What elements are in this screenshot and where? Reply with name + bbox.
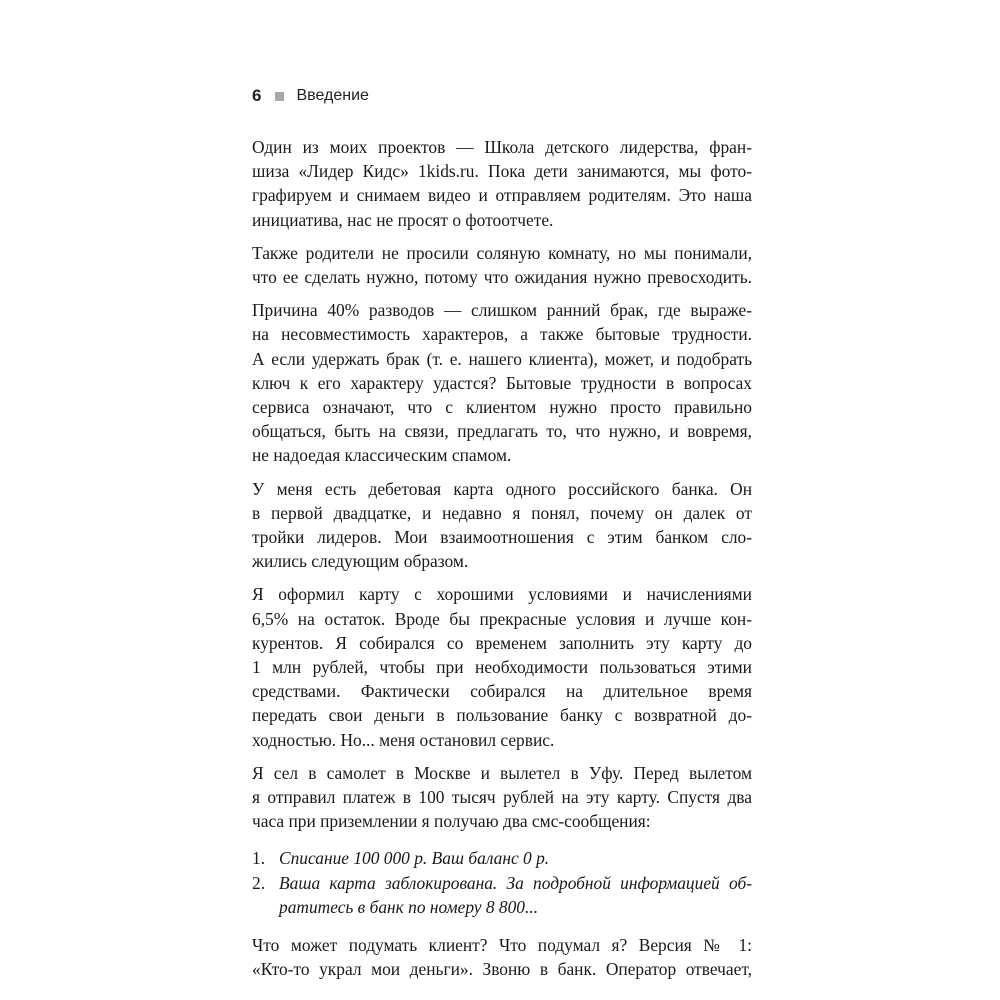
- list-item: [252, 871, 752, 919]
- text-line: на несовместимость характеров, а также бытовые трудности.: [252, 324, 752, 345]
- text-line: Также родители не просили соляную комнату, но мы понимали,: [252, 242, 752, 263]
- header-separator-square: [275, 92, 284, 101]
- text-line: 1 млн рублей, чтобы при необходимости пользоваться этими: [252, 657, 752, 678]
- page-number: 6: [252, 86, 262, 105]
- text-line: тройки лидеров. Мои взаимоотношения с этим банком сло-: [252, 527, 752, 548]
- text-line: шиза «Лидер Кидс» 1kids.ru. Пока дети занимаются, мы фото-: [252, 161, 752, 182]
- text-line: передать свои деньги в пользование банку с возвратной до-: [252, 705, 752, 726]
- text-line: Я сел в самолет в Москве и вылетел в Уфу. Перед вылетом: [252, 762, 752, 783]
- text-line: общаться, быть на связи, предлагать то, что нужно, и вовремя,: [252, 421, 752, 442]
- text-line: Я оформил карту с хорошими условиями и начислениями: [252, 584, 752, 605]
- text-line: «Кто-то украл мои деньги». Звоню в банк. Оператор отвечает,: [252, 959, 752, 980]
- text-line: жились следующим образом.: [252, 551, 469, 572]
- paragraph: [252, 761, 752, 834]
- text-line: Ваша карта заблокирована. За подробной информацией об-: [279, 872, 752, 893]
- running-header: [252, 82, 369, 110]
- paragraph: [252, 582, 752, 751]
- text-line: У меня есть дебетовая карта одного российского банка. Он: [252, 478, 752, 499]
- section-title: Введение: [296, 87, 369, 104]
- text-line: что ее сделать нужно, потому что ожидания нужно превосходить.: [252, 267, 752, 288]
- list-item: [252, 846, 752, 870]
- text-line: А если удержать брак (т. е. нашего клиента), может, и подобрать: [252, 348, 752, 369]
- list-text: [279, 871, 752, 919]
- numbered-list: [252, 846, 752, 919]
- text-line: Причина 40% разводов — слишком ранний брак, где выраже-: [252, 300, 752, 321]
- text-line: курентов. Я собирался со временем заполнить эту карту до: [252, 632, 752, 653]
- text-line: сервиса означают, что с клиентом нужно просто правильно: [252, 397, 752, 418]
- paragraph: [252, 933, 752, 981]
- text-line: часа при приземлении я получаю два смс-сообщения:: [252, 811, 651, 832]
- paragraph: [252, 477, 752, 574]
- list-number: 2.: [252, 872, 266, 893]
- text-line: ходностью. Но... меня остановил сервис.: [252, 729, 555, 750]
- text-line: инициатива, нас не просят о фотоотчете.: [252, 209, 554, 230]
- text-line: графируем и снимаем видео и отправляем родителям. Это наша: [252, 185, 752, 206]
- text-line: Один из моих проектов — Школа детского лидерства, фран-: [252, 137, 752, 157]
- list-text: [279, 846, 752, 870]
- paragraph: [252, 135, 752, 232]
- text-line: ключ к его характеру удастся? Бытовые трудности в вопросах: [252, 372, 752, 393]
- text-line: не надоедая классическим спамом.: [252, 445, 512, 466]
- text-line: 6,5% на остаток. Вроде бы прекрасные условия и лучше кон-: [252, 608, 752, 629]
- paragraph: [252, 241, 752, 289]
- page-body: [252, 135, 752, 991]
- text-line: Списание 100 000 р. Ваш баланс 0 р.: [279, 848, 550, 869]
- text-line: в первой двадцатке, и недавно я понял, почему он далек от: [252, 502, 752, 523]
- text-line: ратитесь в банк по номеру 8 800...: [279, 896, 539, 917]
- text-line: Что может подумать клиент? Что подумал я? Версия № 1:: [252, 935, 752, 956]
- text-line: я отправил платеж в 100 тысяч рублей на эту карту. Спустя два: [252, 787, 752, 808]
- paragraph: [252, 298, 752, 467]
- list-number: 1.: [252, 848, 266, 869]
- text-line: средствами. Фактически собирался на длительное время: [252, 681, 752, 702]
